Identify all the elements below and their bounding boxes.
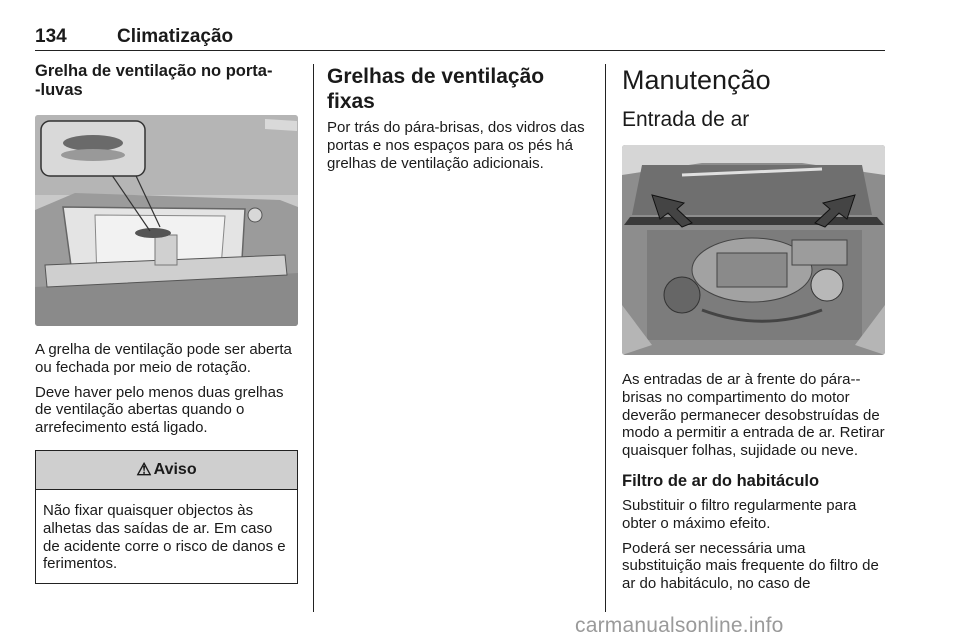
warning-body [36,490,297,583]
warning-header [36,451,297,490]
engine-bay-air-intake-illustration [622,145,885,355]
section-heading: Grelhas de ventilação fixas [327,65,545,113]
watermark: carmanualsonline.info [575,614,784,637]
warning-text: Não fixar quaisquer objectos às alhetas das saídas de ar. Em caso de acidente corre o risco de danos e ferimentos. [43,501,286,573]
subsection-title: Entrada de ar [622,108,750,131]
warning-title: Aviso [153,460,197,478]
left-column [35,62,298,584]
filter-frequency-text: Poderá ser necessária uma substituição mais frequente do filtro de ar do habitáculo, no caso de [622,539,879,593]
vent-rotation-text: A grelha de ventilação pode ser aberta ou fechada por meio de rotação. [35,341,292,376]
section-title: Manutenção [622,65,771,95]
glovebox-vent-illustration-svg [35,115,298,326]
right-column [622,64,885,593]
warning-triangle-icon: ⚠ [136,459,152,479]
filter-replace-text: Substituir o filtro regularmente para obter o máximo efeito. [622,496,857,532]
column-divider [313,64,314,612]
chapter-title: Climatização [117,26,234,47]
vent-min-open-text: Deve haver pelo menos duas grelhas de ventilação abertas quando o arrefecimento está ligado. [35,383,284,437]
warning-box [35,450,298,584]
fixed-vents-text: Por trás do pára-brisas, dos vidros das portas e nos espaços para os pés há grelhas de ventilação adicionais. [327,119,585,172]
middle-column [327,64,589,172]
column-divider [605,64,606,612]
glovebox-vent-illustration [35,115,298,326]
page-number: 134 [35,26,67,47]
air-intake-text: As entradas de ar à frente do pára--brisas no compartimento do motor deverão permanecer desobstruídas de modo a permitir a entrada de ar. Retirar quaisquer folhas, sujidade ou neve. [622,371,885,460]
section-heading: Grelha de ventilação no porta- -luvas [35,62,273,99]
page-header [35,26,885,51]
cabin-filter-heading: Filtro de ar do habitáculo [622,471,820,490]
engine-bay-illustration-svg [622,145,885,355]
